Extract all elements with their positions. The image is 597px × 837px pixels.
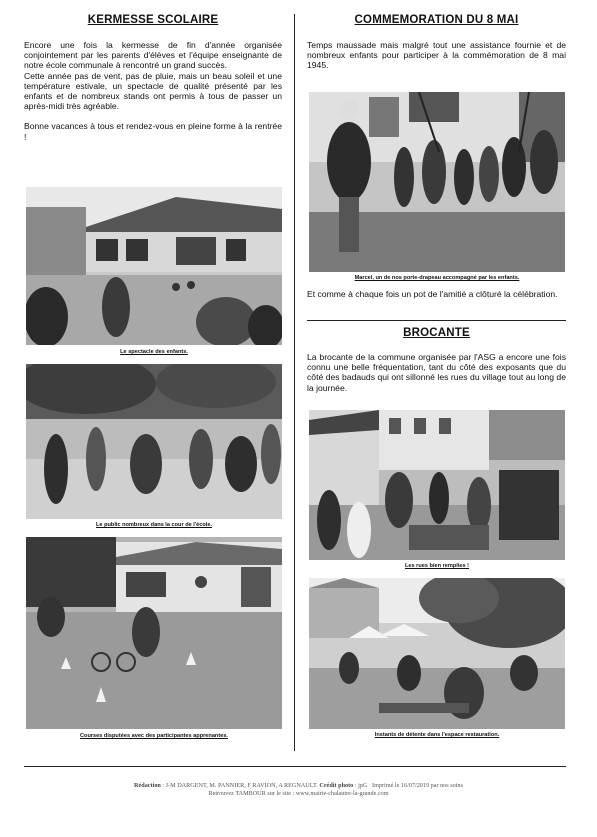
kermesse-paragraph-1: Encore une fois la kermesse de fin d'année organisée conjointement par les parents d'élèves et l'équipe enseignante de notre école communale à rencontré un grand succès. <box>24 40 282 71</box>
caption-brocante-2: Instants de détente dans l'espace restauration. <box>374 732 500 738</box>
caption-kermesse-2: Le public nombreux dans la cour de l'école. <box>95 522 213 528</box>
footer-rule <box>24 766 566 767</box>
kermesse-photo-2 <box>26 364 282 519</box>
footer-line-1 <box>0 782 597 789</box>
footer-credit-label: Crédit photo <box>319 782 354 789</box>
commemoration-photo <box>309 92 565 272</box>
caption-brocante-1: Les rues bien remplies ! <box>404 563 470 569</box>
kermesse-paragraph-3: Bonne vacances à tous et rendez-vous en pleine forme à la rentrée ! <box>24 121 282 142</box>
footer-credit: : jpG <box>354 782 368 789</box>
kermesse-paragraph-2: Cette année pas de vent, pas de pluie, mais un beau soleil et une température estivale, un spectacle de qualité présenté par les enfants et de nombreux stands ont permis à tous de passer un après-midi très agréable. <box>24 70 282 112</box>
caption-kermesse-1: Le spectacle des enfants. <box>120 349 188 355</box>
commemoration-title: COMMEMORATION DU 8 MAI <box>354 14 519 26</box>
kermesse-photo-3 <box>26 537 282 729</box>
section-divider <box>307 320 566 321</box>
brocante-photo-1 <box>309 410 565 560</box>
caption-commemoration: Marcel, un de nos porte-drapeau accompagné par les enfants. <box>354 275 520 281</box>
kermesse-title: KERMESSE SCOLAIRE <box>87 14 219 26</box>
brocante-title: BROCANTE <box>403 327 470 339</box>
footer-line-2: Retrouvez TAMBOUR sur le site : www.mairie-chalautre-la-grande.com <box>208 790 389 797</box>
footer-printed: Imprimé le 16/07/2019 par nos soins <box>372 782 463 789</box>
column-divider <box>294 14 295 751</box>
right-column <box>307 14 566 71</box>
brocante-photo-2 <box>309 578 565 729</box>
footer-redaction-label: Rédaction <box>134 782 161 789</box>
left-column <box>24 14 282 142</box>
commemoration-paragraph-2: Et comme à chaque fois un pot de l'amitié a clôturé la célébration. <box>307 289 558 299</box>
footer-redaction: : J-M DARGENT, M. PANNIER, F RAVION, A REGNAULT. <box>162 782 318 789</box>
commemoration-paragraph-1: Temps maussade mais malgré tout une assistance fournie et de nombreux enfants pour participer à la commémoration de 8 mai 1945. <box>307 40 566 71</box>
caption-kermesse-3: Courses disputées avec des participantes apprenantes. <box>80 733 228 739</box>
brocante-paragraph: La brocante de la commune organisée par l'ASG a encore une fois connu une belle fréquentation, tant du côté des exposants que du côté des badauds qui ont sillonné les rues du village tout au long de la journée. <box>307 352 566 393</box>
kermesse-photo-1 <box>26 187 282 345</box>
